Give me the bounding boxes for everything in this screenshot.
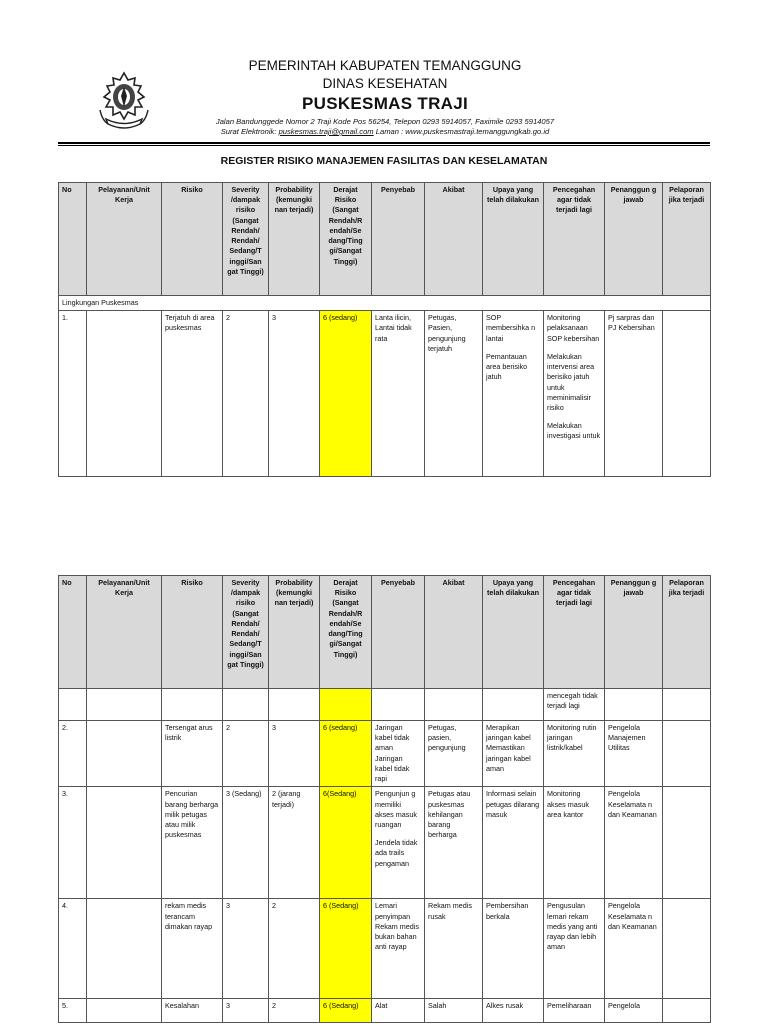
col-no: No (59, 576, 87, 689)
col-pj: Penanggun g jawab (605, 576, 663, 689)
cell-paragraph: Rekam medis rusak (428, 901, 472, 921)
cell-upaya (483, 721, 544, 787)
cell-risiko: Pencurian barang berharga milik petugas atau milik puskesmas (162, 787, 223, 899)
cell-paragraph: Petugas atau puskesmas kehilangan barang berharga (428, 789, 471, 840)
cell-pencegahan (544, 721, 605, 787)
emblem-logo (94, 70, 154, 132)
cell-penyebab (372, 787, 425, 899)
cell-pj (605, 721, 663, 787)
col-pelaporan: Pelaporan jika terjadi (663, 183, 711, 296)
cell-unit (87, 899, 162, 999)
cell-pelaporan (663, 899, 711, 999)
cell-derajat: 6 (Sedang) (320, 899, 372, 999)
cell-risiko: Tersengat arus listrik (162, 721, 223, 787)
cell-paragraph: Pemeliharaan (547, 1001, 592, 1011)
col-probability: Probability (kemungki nan terjadi) (269, 576, 320, 689)
col-akibat: Akibat (425, 183, 483, 296)
cell-paragraph: Lanta ilicin, Lantai tidak rata (375, 313, 412, 343)
cell-severity (223, 689, 269, 721)
col-risiko: Risiko (162, 183, 223, 296)
cell-paragraph: Monitoring rutin jaringan listrik/kabel (547, 723, 597, 753)
cell-pencegahan (544, 311, 605, 477)
cell-probability: 2 (jarang terjadi) (269, 787, 320, 899)
col-no: No (59, 183, 87, 296)
col-upaya: Upaya yang telah dilakukan (483, 576, 544, 689)
cell-paragraph: Informasi selain petugas dilarang masuk (486, 789, 540, 819)
header-rule-thin (58, 145, 710, 146)
cell-paragraph: Jendela tidak ada trails pengaman (375, 838, 418, 868)
cell-paragraph: Merapikan jaringan kabel Memastikan jaringan kabel aman (486, 723, 531, 773)
cell-risiko: rekam medis terancam dimakan rayap (162, 899, 223, 999)
cell-paragraph: Pembersihan berkala (486, 901, 529, 921)
cell-paragraph: Pemantauan area berisiko jatuh (486, 351, 528, 382)
col-penyebab: Penyebab (372, 183, 425, 296)
cell-upaya (483, 689, 544, 721)
table-row (59, 721, 711, 787)
cell-risiko: Kesalahan (162, 999, 223, 1023)
cell-paragraph: Pj sarpras dan PJ Kebersihan (608, 313, 655, 333)
cell-pelaporan (663, 689, 711, 721)
cell-unit (87, 787, 162, 899)
cell-probability: 2 (269, 899, 320, 999)
cell-paragraph: Pengelola (608, 1001, 640, 1011)
risk-register-table-2 (58, 575, 711, 1023)
cell-unit (87, 689, 162, 721)
cell-severity: 2 (223, 311, 269, 477)
cell-paragraph: Alat (375, 1001, 388, 1011)
cell-risiko (162, 689, 223, 721)
cell-paragraph: Pengelola Manajemen Utilitas (608, 723, 646, 753)
header-contact (200, 127, 570, 136)
cell-pencegahan (544, 999, 605, 1023)
cell-pj (605, 311, 663, 477)
cell-no: 1. (59, 311, 87, 477)
header-department: DINAS KESEHATAN (322, 76, 448, 91)
cell-upaya (483, 899, 544, 999)
cell-no (59, 689, 87, 721)
cell-no: 4. (59, 899, 87, 999)
col-severity: Severity /dampak risiko (Sangat Rendah/ Rendah/ Sedang/T inggi/San gat Tinggi) (223, 183, 269, 296)
cell-upaya (483, 999, 544, 1023)
email-label: Surat Elektronik: (220, 127, 279, 136)
cell-upaya (483, 311, 544, 477)
table-row (59, 787, 711, 899)
cell-derajat: 6 (Sedang) (320, 999, 372, 1023)
cell-penyebab (372, 311, 425, 477)
cell-paragraph: Melakukan intervensi area berisiko jatuh untuk meminimalisir risiko (547, 351, 595, 412)
cell-akibat (425, 721, 483, 787)
cell-severity: 3 (223, 999, 269, 1023)
cell-risiko: Terjatuh di area puskesmas (162, 311, 223, 477)
cell-paragraph: Petugas, pasien, pengunjung (428, 723, 466, 753)
cell-paragraph: mencegah tidak terjadi lagi (547, 691, 598, 711)
cell-penyebab (372, 899, 425, 999)
cell-pencegahan (544, 689, 605, 721)
cell-paragraph: Monitoring pelaksanaan SOP kebersihan (547, 313, 600, 343)
cell-severity: 3 (Sedang) (223, 787, 269, 899)
cell-severity: 2 (223, 721, 269, 787)
cell-pencegahan (544, 787, 605, 899)
header-row (59, 576, 711, 689)
cell-paragraph: Pengusulan lemari rekam medis yang anti rayap dan lebih aman (547, 901, 598, 952)
section-row (59, 296, 711, 311)
email-link[interactable]: puskesmas.traji@gmail.com (278, 127, 374, 136)
col-pelaporan: Pelaporan jika terjadi (663, 576, 711, 689)
cell-penyebab (372, 689, 425, 721)
col-derajat: Derajat Risiko (Sangat Rendah/R endah/Se dang/Ting gi/Sangat Tinggi) (320, 183, 372, 296)
cell-paragraph: Pengelola Keselamata n dan Keamanan (608, 789, 657, 819)
cell-akibat (425, 311, 483, 477)
header-address: Jalan Bandunggede Nomor 2 Traji Kode Pos 56254, Telepon 0293 5914057, Faximile 0293 5914057 (215, 117, 555, 126)
cell-pelaporan (663, 999, 711, 1023)
cell-pj (605, 787, 663, 899)
cell-pelaporan (663, 787, 711, 899)
cell-derajat (320, 689, 372, 721)
cell-pencegahan (544, 899, 605, 999)
col-risiko: Risiko (162, 576, 223, 689)
cell-derajat: 6(Sedang) (320, 787, 372, 899)
col-severity: Severity /dampak risiko (Sangat Rendah/ Rendah/ Sedang/T inggi/San gat Tinggi) (223, 576, 269, 689)
document-title: REGISTER RISIKO MANAJEMEN FASILITAS DAN KESELAMATAN (220, 155, 548, 167)
cell-paragraph: SOP membersihka n lantai (486, 313, 536, 343)
cell-severity: 3 (223, 899, 269, 999)
col-pencegahan: Pencegahan agar tidak terjadi lagi (544, 183, 605, 296)
header-puskesmas: PUSKESMAS TRAJI (301, 94, 469, 113)
col-akibat: Akibat (425, 576, 483, 689)
cell-penyebab (372, 721, 425, 787)
col-upaya: Upaya yang telah dilakukan (483, 183, 544, 296)
cell-akibat (425, 689, 483, 721)
cell-akibat (425, 787, 483, 899)
cell-no: 3. (59, 787, 87, 899)
col-unit: Pelayanan/Unit Kerja (87, 183, 162, 296)
cell-akibat (425, 899, 483, 999)
header-rule-thick (58, 142, 710, 144)
cell-no: 5. (59, 999, 87, 1023)
cell-derajat: 6 (sedang) (320, 721, 372, 787)
risk-register-table-1 (58, 182, 711, 477)
table-row (59, 311, 711, 477)
cell-paragraph: Petugas, Pasien, pengunjung terjatuh (428, 313, 466, 353)
cell-no: 2. (59, 721, 87, 787)
cell-derajat: 6 (sedang) (320, 311, 372, 477)
cell-akibat (425, 999, 483, 1023)
col-penyebab: Penyebab (372, 576, 425, 689)
table-row (59, 999, 711, 1023)
cell-probability: 3 (269, 311, 320, 477)
cell-pelaporan (663, 721, 711, 787)
cell-probability: 2 (269, 999, 320, 1023)
col-pj: Penanggun g jawab (605, 183, 663, 296)
cell-paragraph: Pengelola Keselamata n dan Keamanan (608, 901, 657, 931)
cell-unit (87, 721, 162, 787)
cell-paragraph: Lemari penyimpan Rekam medis bukan bahan anti rayap (375, 901, 419, 952)
cell-penyebab (372, 999, 425, 1023)
cell-pj (605, 999, 663, 1023)
col-pencegahan: Pencegahan agar tidak terjadi lagi (544, 576, 605, 689)
cell-unit (87, 311, 162, 477)
col-derajat: Derajat Risiko (Sangat Rendah/R endah/Se dang/Ting gi/Sangat Tinggi) (320, 576, 372, 689)
cell-pelaporan (663, 311, 711, 477)
header-government: PEMERINTAH KABUPATEN TEMANGGUNG (248, 58, 522, 73)
cell-pj (605, 899, 663, 999)
table-row (59, 689, 711, 721)
cell-paragraph: Salah (428, 1001, 447, 1011)
cell-probability (269, 689, 320, 721)
section-label: Lingkungan Puskesmas (59, 296, 711, 311)
cell-paragraph: Jaringan kabel tidak aman Jaringan kabel tidak rapi (375, 723, 410, 784)
cell-upaya (483, 787, 544, 899)
cell-unit (87, 999, 162, 1023)
cell-pj (605, 689, 663, 721)
table-row (59, 899, 711, 999)
cell-paragraph: Melakukan investigasi untuk (547, 421, 601, 441)
cell-paragraph: Monitoring akses masuk area kantor (547, 789, 589, 819)
cell-paragraph: Alkes rusak (486, 1001, 524, 1011)
col-probability: Probability (kemungki nan terjadi) (269, 183, 320, 296)
website-label: Laman : www.puskesmastraji.temanggungkab.go.id (373, 127, 550, 136)
col-unit: Pelayanan/Unit Kerja (87, 576, 162, 689)
cell-paragraph: Pengunjun g memiliki akses masuk ruangan (375, 789, 417, 829)
cell-probability: 3 (269, 721, 320, 787)
header-row (59, 183, 711, 296)
